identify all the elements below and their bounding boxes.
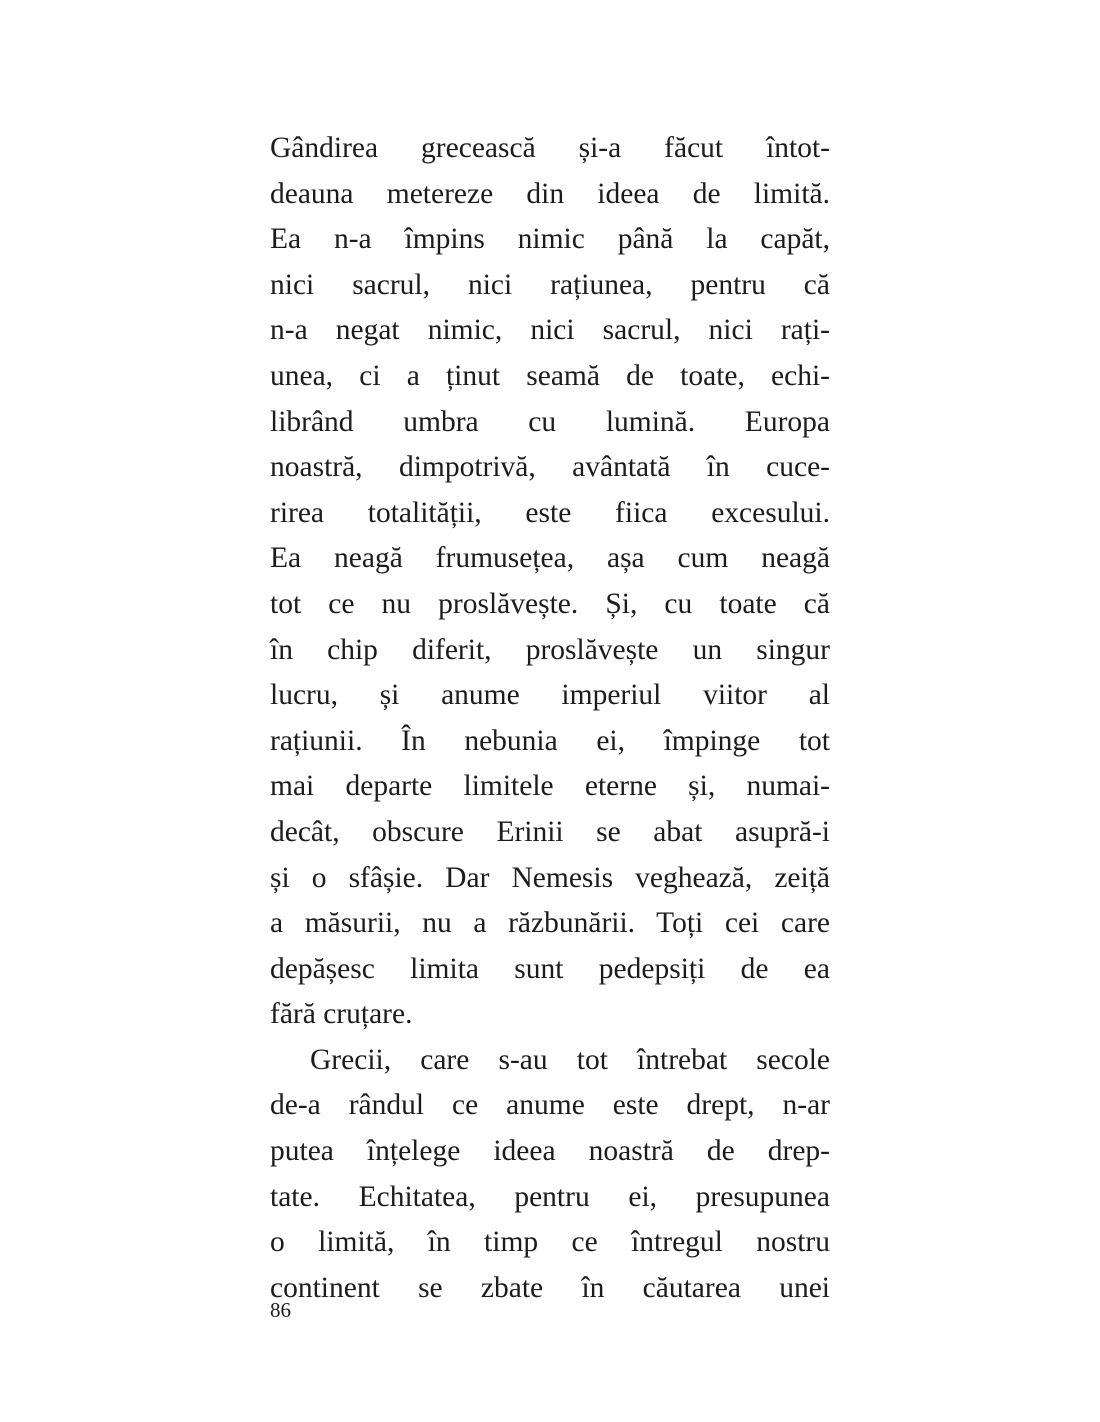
- paragraph: [270, 126, 830, 1038]
- text-line: Ea neagă frumusețea, așa cum neagă: [270, 542, 830, 575]
- text-line: librând umbra cu lumină. Europa: [270, 405, 830, 438]
- text-line: depășesc limita sunt pedepsiți de ea: [270, 952, 830, 985]
- text-line: mai departe limitele eterne și, numai-: [270, 770, 830, 803]
- text-line: în chip diferit, proslăvește un singur: [270, 633, 830, 666]
- text-line: continent se zbate în căutarea unei: [270, 1271, 830, 1304]
- text-line: nici sacrul, nici rațiunea, pentru că: [270, 268, 830, 301]
- text-line: tot ce nu proslăvește. Și, cu toate că: [270, 587, 830, 620]
- text-line: lucru, și anume imperiul viitor al: [270, 679, 830, 712]
- text-line: unea, ci a ținut seamă de toate, echi-: [270, 359, 830, 392]
- text-line: rațiunii. În nebunia ei, împinge tot: [270, 724, 830, 757]
- text-line: și o sfâșie. Dar Nemesis veghează, zeiță: [270, 861, 830, 894]
- text-line: o limită, în timp ce întregul nostru: [270, 1226, 830, 1259]
- paragraph: [270, 1038, 830, 1312]
- text-line: rirea totalității, este fiica excesului.: [270, 496, 830, 529]
- page-number: 86: [270, 1298, 291, 1322]
- text-line: de-a rândul ce anume este drept, n-ar: [270, 1089, 830, 1122]
- text-line: deauna metereze din ideea de limită.: [270, 177, 830, 210]
- body-text: [270, 126, 830, 1311]
- text-line: noastră, dimpotrivă, avântată în cuce-: [270, 451, 830, 484]
- text-line: a măsurii, nu a răzbunării. Toți cei care: [270, 907, 830, 940]
- text-line: decât, obscure Erinii se abat asupră-i: [270, 815, 830, 848]
- text-line: fără cruțare.: [270, 998, 413, 1031]
- text-line: Ea n-a împins nimic până la capăt,: [270, 223, 830, 256]
- text-line: Gândirea grecească și-a făcut întot-: [270, 132, 830, 164]
- text-line: tate. Echitatea, pentru ei, presupunea: [270, 1180, 830, 1213]
- text-line: putea înțelege ideea noastră de drep-: [270, 1135, 830, 1168]
- text-line: Grecii, care s-au tot întrebat secole: [310, 1043, 830, 1076]
- text-line: n-a negat nimic, nici sacrul, nici rați-: [270, 314, 830, 347]
